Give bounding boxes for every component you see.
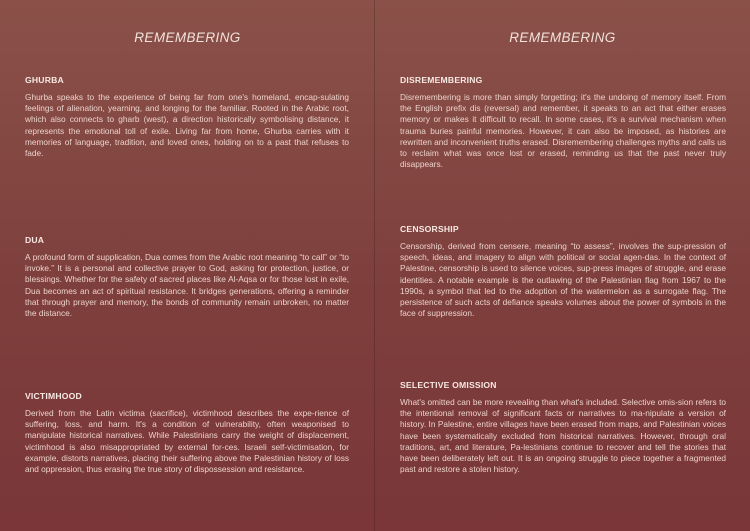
section-heading: GHURBA	[25, 75, 64, 85]
section-dua	[25, 235, 349, 319]
section-body: Censorship, derived from censere, meaning “to assess”, involves the sup-pression of speech, ideas, and imagery to align with political or social agen-das. In the context of Palestine, censorship is used to silence voices, sup-press images of struggle, and erase identities. A notable example is the outlawing of the Palestinian flag from 1967 to the 1990s, a symbol that led to the adoption of the watermelon as a surrogate flag. The persistence of such acts of defiance speaks volumes about the power of symbols in the face of suppression.	[400, 241, 726, 319]
section-ghurba	[25, 75, 349, 159]
right-page	[375, 0, 750, 531]
section-body: Ghurba speaks to the experience of being far from one's homeland, encap-sulating feelings of alienation, yearning, and longing for the familiar. Rooted in the Arabic root, which also connects to gharb (west), a direction historically symbolising distance, it represents the emotional toll of exile. Living far from home, Ghurba carries with it memories of language, tradition, and loved ones, holding on to a past that refuses to fade.	[25, 92, 349, 159]
section-heading: VICTIMHOOD	[25, 391, 82, 401]
section-body: Disremembering is more than simply forgetting; it's the undoing of memory itself. From the English prefix dis (reversal) and remember, it speaks to an act that either erases memory or makes it difficult to recall. In some cases, it's a survival mechanism when trauma buries painful memories. However, it can also be imposed, as histories are rewritten and inconvenient truths erased. Disremembering challenges myths and calls us to reclaim what was once lost or erased, reminding us that the past never truly disappears.	[400, 92, 726, 170]
page-title: REMEMBERING	[134, 30, 241, 45]
section-body: Derived from the Latin victima (sacrifice), victimhood describes the expe-rience of suffering, loss, and harm. It's a condition of vulnerability, often weaponised to manipulate historical narratives. While Palestinians carry the weight of displacement, victimhood is also misappropriated by external for-ces. Israeli self-victimisation, for example, distorts narratives, placing their suffering above the Palestinian history of loss and oppression, thus erasing the true story of dispossession and resistance.	[25, 408, 349, 475]
section-heading: SELECTIVE OMISSION	[400, 380, 497, 390]
section-disremembering	[400, 75, 726, 170]
section-body: What's omitted can be more revealing than what's included. Selective omis-sion refers to the intentional removal of significant facts or narratives to ma-nipulate a version of history. In Palestine, entire villages have been erased from maps, and Palestinian voices have been systematically excluded from historical narratives. However, through oral traditions, art, and literature, Pa-lestinians continue to recover and tell the stories that have been deliberately left out. It is an ongoing struggle to piece together a fragmented past and restore a stolen history.	[400, 397, 726, 475]
section-heading: DUA	[25, 235, 45, 245]
section-heading: DISREMEMBERING	[400, 75, 483, 85]
section-body: A profound form of supplication, Dua comes from the Arabic root meaning “to call” or “to invoke.” It is a personal and collective prayer to God, asking for protection, justice, or blessings. Whether for the safety of sacred places like Al-Aqsa or for those lost in exile, Dua becomes an act of spiritual resistance. It bridges generations, offering a reminder that through prayer and memory, the bonds of community remain unbroken, no matter the distance.	[25, 252, 349, 319]
section-heading: CENSORSHIP	[400, 224, 459, 234]
page-title: REMEMBERING	[509, 30, 616, 45]
section-censorship	[400, 224, 726, 319]
section-selective-omission	[400, 380, 726, 475]
section-victimhood	[25, 391, 349, 475]
